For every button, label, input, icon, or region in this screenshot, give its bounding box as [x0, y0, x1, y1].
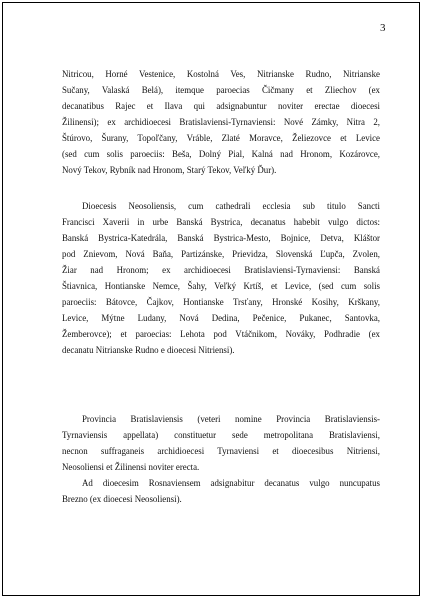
text-line: Štúrovo, Šurany, Topoľčany, Vráble, Zlaté Moravce, Želiezovce et Levice	[62, 133, 380, 143]
text-line: pod Znievom, Nová Baňa, Partizánske, Prievidza, Slovenská Ľupča, Zvolen,	[62, 249, 380, 259]
page-number: 3	[380, 22, 386, 34]
text-line: Provincia Bratislaviensis (veteri nomine Provincia Bratislaviensis-	[82, 414, 380, 424]
text-line: Tyrnaviensis appellata) constituetur sede metropolitana Bratislaviensi,	[62, 430, 380, 440]
paragraph-3	[62, 411, 380, 475]
text-line: paroeciis: Bátovce, Čajkov, Hontianske Trsťany, Hronské Kosihy, Krškany,	[62, 297, 380, 307]
text-line: Brezno (ex dioecesi Neosoliensi).	[62, 494, 182, 504]
text-line: Nový Tekov, Rybník nad Hronom, Starý Tekov, Veľký Ďur).	[62, 165, 277, 175]
text-line: Žemberovce); et paroecias: Lehota pod Vtáčnikom, Nováky, Podhradie (ex	[62, 329, 380, 339]
text-line: Žiar nad Hronom; ex archidioecesi Bratislaviensi-Tyrnaviensi: Banská	[62, 265, 380, 275]
text-line: Banská Bystrica-Katedrála, Banská Bystrica-Mesto, Bojnice, Detva, Kláštor	[62, 233, 380, 243]
paragraph-4	[62, 475, 380, 507]
text-line: Neosoliensi et Žilinensi noviter erecta.	[62, 462, 200, 472]
text-line: (sed cum solis paroeciis: Beša, Dolný Pial, Kalná nad Hronom, Kozárovce,	[62, 149, 380, 159]
paragraph-1	[62, 66, 380, 178]
text-line: necnon suffraganeis archidioecesi Tyrnaviensi et dioecesibus Nitriensi,	[62, 446, 380, 456]
text-line: Ad dioecesim Rosnaviensem adsignabitur decanatus vulgo nuncupatus	[82, 478, 380, 488]
text-line: Štiavnica, Hontianske Nemce, Šahy, Veľký Krtíš, et Levice, (sed cum solis	[62, 281, 380, 291]
text-line: decanatibus Rajec et Ilava qui adsignabuntur noviter erectae dioecesi	[62, 101, 380, 111]
text-line: Francisci Xaverii in urbe Banská Bystrica, decanatus habebit vulgo dictos:	[62, 217, 380, 227]
text-line: Nitricou, Horné Vestenice, Kostolná Ves, Nitrianske Rudno, Nitrianske	[62, 69, 380, 79]
text-line: Žilinensi); ex archidioecesi Bratislaviensi-Tyrnaviensi: Nové Zámky, Nitra 2,	[62, 117, 380, 127]
text-line: decanatu Nitrianske Rudno e dioecesi Nitriensi).	[62, 345, 235, 355]
text-line: Levice, Mýtne Ludany, Nová Dedina, Pečenice, Pukanec, Santovka,	[62, 313, 380, 323]
paragraph-2	[62, 198, 380, 358]
text-line: Dioecesis Neosoliensis, cum cathedrali ecclesia sub titulo Sancti	[82, 201, 380, 211]
text-line: Sučany, Valaská Belá), itemque paroecias Čičmany et Zliechov (ex	[62, 85, 380, 95]
